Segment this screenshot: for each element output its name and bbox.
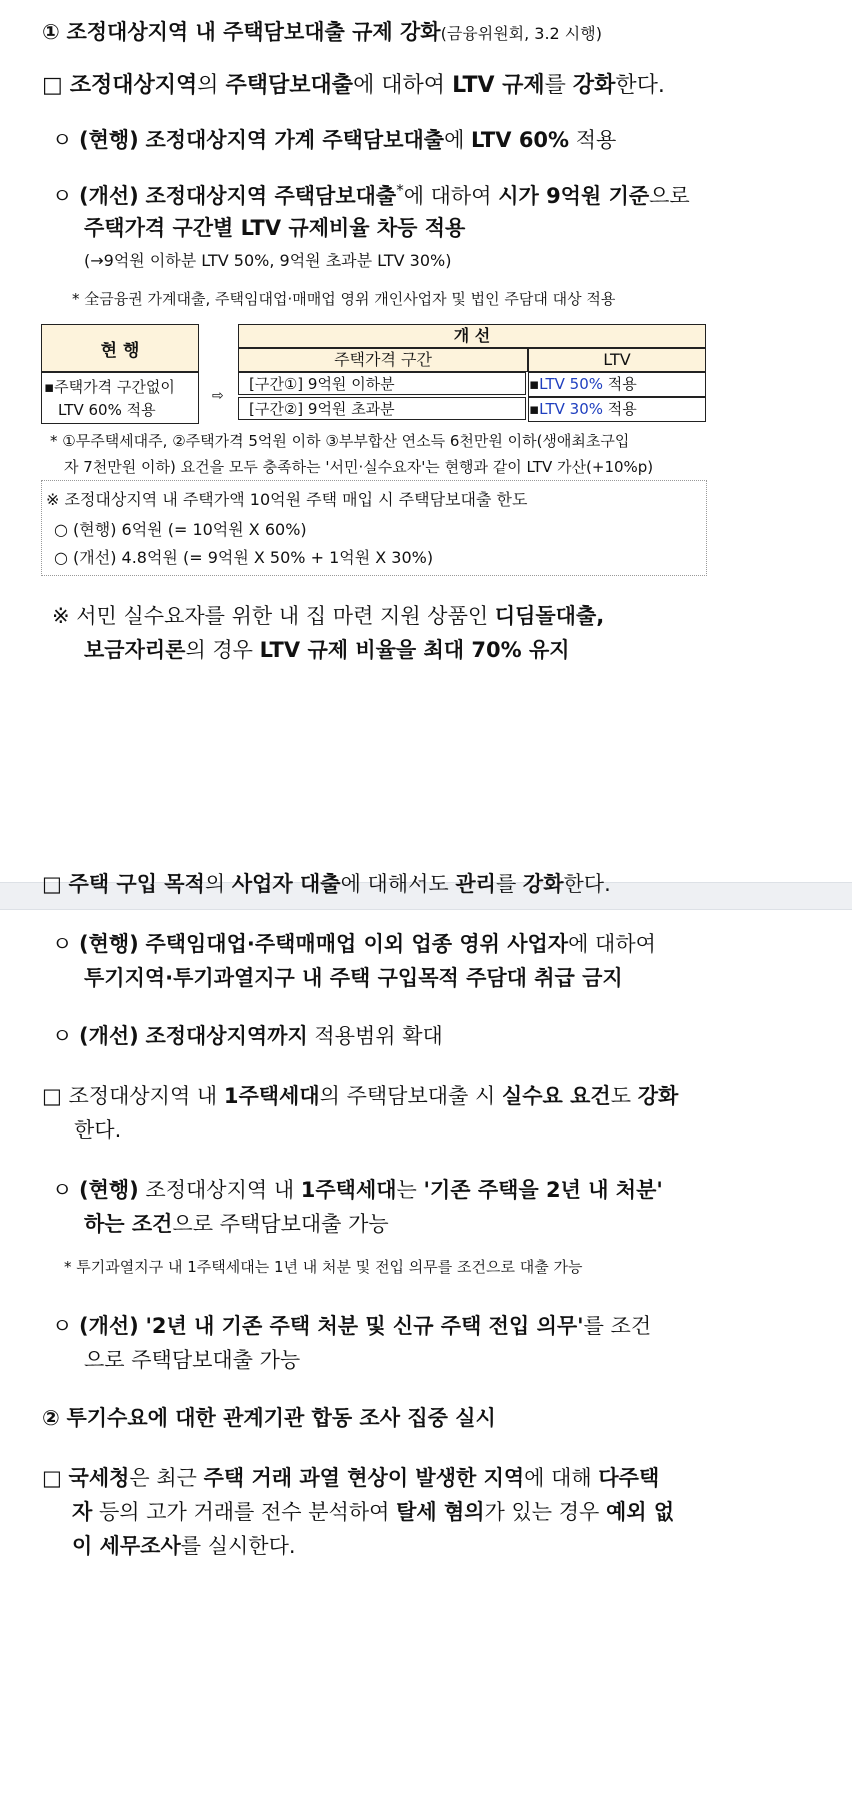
business-current: ㅇ (현행) 주택임대업·주택매매업 이외 업종 영위 사업자에 대하여: [52, 932, 656, 956]
bullet-tax-line2: 자 등의 고가 거래를 전수 분석하여 탈세 혐의가 있는 경우 예외 없: [72, 1500, 675, 1524]
keep-note-line1: ※ 서민 실수요자를 위한 내 집 마련 지원 상품인 디딤돌대출,: [52, 604, 605, 628]
bullet-one-house-line2: 한다.: [74, 1118, 122, 1142]
note2-line2: 자 7천만원 이하) 요건을 모두 충족하는 '서민·실수요자'는 현행과 같이 LTV 가산(+10%p): [64, 458, 654, 476]
note2-line1: * ①무주택세대주, ②주택가격 5억원 이하 ③부부합산 연소득 6천만원 이하(생애최초구입: [50, 432, 630, 450]
footnote: * 全금융권 가계대출, 주택임대업·매매업 영위 개인사업자 및 법인 주담대 대상 적용: [72, 290, 616, 308]
section-2-title: [42, 1402, 496, 1432]
keep-note-line2: 보금자리론의 경우 LTV 규제 비율을 최대 70% 유지: [84, 638, 570, 662]
one-house-current-line2: 하는 조건으로 주택담보대출 가능: [84, 1212, 389, 1236]
table-col-ltv: LTV: [528, 348, 706, 372]
one-house-improved: ㅇ (개선) '2년 내 기존 주택 처분 및 신규 주택 전입 의무'를 조건: [52, 1314, 652, 1338]
table-col-range: 주택가격 구간: [238, 348, 528, 372]
table-row-2-range: [구간②] 9억원 초과분: [238, 397, 526, 420]
section-1-title: [42, 16, 602, 46]
section-number: ②: [42, 1406, 60, 1430]
table-row-2-ltv: ▪LTV 30% 적용: [528, 397, 706, 422]
table-row-1-range: [구간①] 9억원 이하분: [238, 372, 526, 395]
table-current-header: 현 행: [41, 324, 199, 372]
example-title: ※ 조정대상지역 내 주택가액 10억원 주택 매입 시 주택담보대출 한도: [46, 490, 528, 509]
current-policy: ㅇ (현행) 조정대상지역 가계 주택담보대출에 LTV 60% 적용: [52, 128, 617, 152]
bullet-tax-line3: 이 세무조사를 실시한다.: [72, 1534, 296, 1558]
example-current: ○ (현행) 6억원 (= 10억원 X 60%): [54, 520, 307, 539]
bullet-main: □ 조정대상지역의 주택담보대출에 대하여 LTV 규제를 강화한다.: [42, 73, 665, 98]
business-improved: ㅇ (개선) 조정대상지역까지 적용범위 확대: [52, 1024, 443, 1048]
bullet-business-loan: □ 주택 구입 목적의 사업자 대출에 대해서도 관리를 강화한다.: [42, 872, 611, 896]
improved-policy: ㅇ (개선) 조정대상지역 주택담보대출*에 대하여 시가 9억원 기준으로: [52, 181, 690, 208]
one-house-footnote: * 투기과열지구 내 1주택세대는 1년 내 처분 및 전입 의무를 조건으로 대출 가능: [64, 1258, 583, 1276]
improved-policy-line3: (→9억원 이하분 LTV 50%, 9억원 초과분 LTV 30%): [84, 251, 452, 270]
section-title-text: 조정대상지역 내 주택담보대출 규제 강화: [66, 20, 441, 44]
example-box: [41, 480, 707, 576]
table-row-1-ltv: ▪LTV 50% 적용: [528, 372, 706, 397]
section-number: ①: [42, 20, 60, 44]
one-house-improved-line2: 으로 주택담보대출 가능: [84, 1348, 301, 1372]
section-title-text: 투기수요에 대한 관계기관 합동 조사 집중 실시: [66, 1406, 496, 1430]
improved-policy-line2: 주택가격 구간별 LTV 규제비율 차등 적용: [84, 216, 466, 240]
bullet-tax: □ 국세청은 최근 주택 거래 과열 현상이 발생한 지역에 대해 다주택: [42, 1466, 660, 1490]
section-title-note: (금융위원회, 3.2 시행): [440, 24, 602, 43]
bullet-one-house: □ 조정대상지역 내 1주택세대의 주택담보대출 시 실수요 요건도 강화: [42, 1084, 679, 1108]
example-improved: ○ (개선) 4.8억원 (= 9억원 X 50% + 1억원 X 30%): [54, 548, 434, 567]
one-house-current: ㅇ (현행) 조정대상지역 내 1주택세대는 '기존 주택을 2년 내 처분': [52, 1178, 663, 1202]
business-current-line2: 투기지역·투기과열지구 내 주택 구입목적 주담대 취급 금지: [84, 966, 623, 990]
table-improved-header: 개 선: [238, 324, 706, 348]
arrow-icon: ⇨: [212, 388, 224, 404]
table-current-cell: ▪주택가격 구간없이 LTV 60% 적용: [41, 372, 199, 424]
